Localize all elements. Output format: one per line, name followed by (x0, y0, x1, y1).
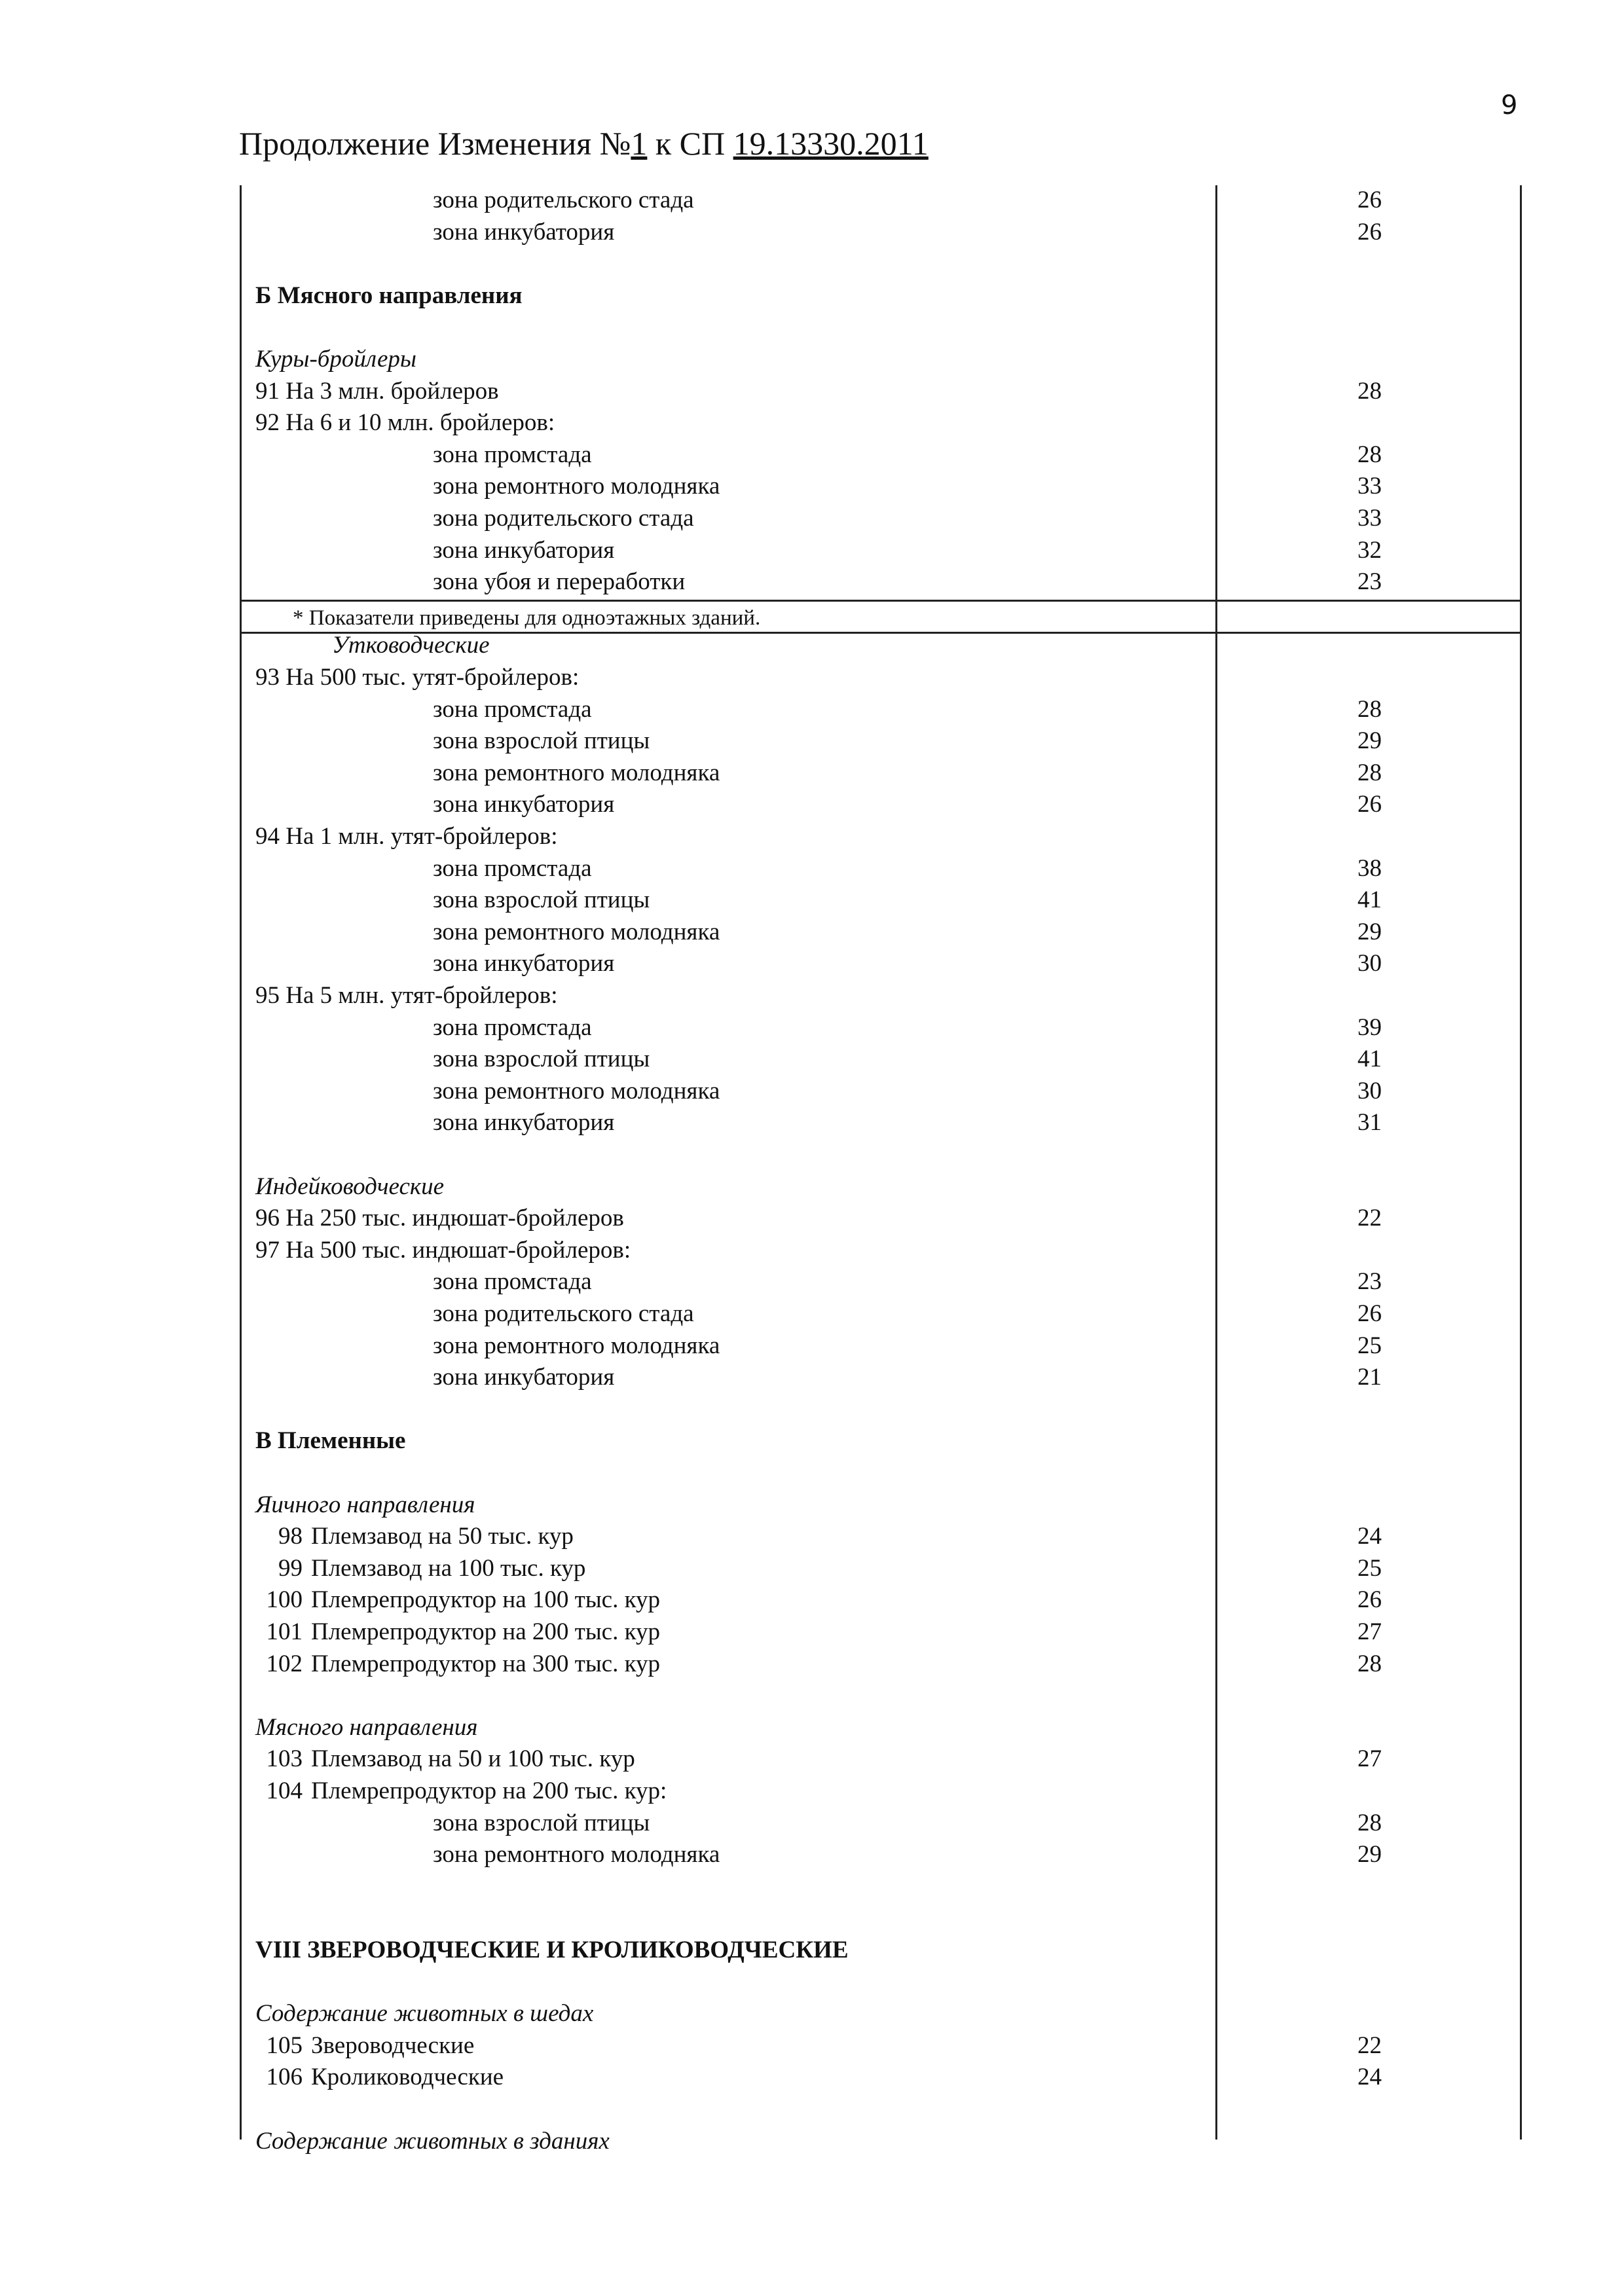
row-label: зона родительского стада (433, 187, 694, 213)
row-label: зона ремонтного молодняка (433, 1841, 720, 1868)
row-label: зона ремонтного молодняка (433, 759, 720, 786)
row-label: зона инкубатория (433, 1364, 615, 1391)
row-label: зона промстада (433, 1268, 592, 1296)
row-label: * Показатели приведены для одноэтажных зданий. (293, 606, 761, 630)
blank-row (0, 1680, 1624, 1711)
row-label: Племзавод на 50 и 100 тыс. кур (311, 1745, 635, 1773)
row-value: 28 (1357, 695, 1382, 723)
row-label: Племзавод на 50 тыс. кур (311, 1523, 574, 1550)
row-label: Индейководческие (255, 1173, 445, 1200)
row-value: 41 (1357, 1046, 1382, 1073)
table-row (0, 662, 1624, 693)
table-row (0, 407, 1624, 439)
row-value: 29 (1357, 918, 1382, 945)
row-label: зона промстада (433, 1013, 592, 1041)
row-value: 25 (1357, 1554, 1382, 1582)
blank-row (0, 1394, 1624, 1425)
table-row (0, 535, 1624, 566)
row-value: 27 (1357, 1745, 1382, 1773)
row-value: 26 (1357, 1300, 1382, 1327)
page-number: 9 (1501, 90, 1518, 120)
row-label: 93 На 500 тыс. утят-бройлеров: (255, 664, 580, 691)
row-value: 31 (1357, 1109, 1382, 1137)
table-row (0, 1776, 1624, 1807)
row-label: зона инкубатория (433, 950, 615, 977)
blank-row (0, 312, 1624, 343)
row-value: 33 (1357, 505, 1382, 532)
row-value: 23 (1357, 1268, 1382, 1296)
table-row (0, 1521, 1624, 1552)
row-label: В Племенные (255, 1427, 406, 1455)
table-row (0, 1362, 1624, 1393)
table-row (0, 344, 1624, 375)
page-header (239, 124, 929, 162)
row-label: Б Мясного направления (255, 282, 523, 309)
row-value: 28 (1357, 377, 1382, 405)
row-label: Звероводческие (311, 2032, 475, 2059)
table-row (0, 1076, 1624, 1107)
table-row (0, 2062, 1624, 2093)
table-row (0, 1553, 1624, 1584)
row-value: 27 (1357, 1618, 1382, 1645)
row-label: 92 На 6 и 10 млн. бройлеров: (255, 409, 555, 437)
table-row (0, 566, 1624, 598)
row-number: 106 (266, 2064, 303, 2091)
row-value: 23 (1357, 568, 1382, 596)
row-value: 32 (1357, 536, 1382, 564)
blank-row (0, 248, 1624, 280)
row-label: Яичного направления (255, 1491, 475, 1518)
row-label: Куры-бройлеры (255, 346, 416, 373)
row-value: 30 (1357, 950, 1382, 977)
blank-row (0, 1967, 1624, 1998)
table-row (0, 980, 1624, 1011)
row-label: зона ремонтного молодняка (433, 1077, 720, 1104)
row-value: 28 (1357, 1809, 1382, 1836)
row-label: зона взрослой птицы (433, 886, 650, 914)
header-middle: к СП (647, 125, 733, 162)
table-row (0, 2030, 1624, 2062)
row-label: зона родительского стада (433, 1300, 694, 1327)
row-number: 98 (278, 1523, 303, 1550)
table-row (0, 1298, 1624, 1330)
table-row (0, 1649, 1624, 1680)
row-label: зона взрослой птицы (433, 1046, 650, 1073)
blank-row (0, 1457, 1624, 1489)
row-label: зона ремонтного молодняка (433, 473, 720, 500)
row-number: 100 (266, 1586, 303, 1614)
row-label: зона ремонтного молодняка (433, 918, 720, 945)
row-label: Кролиководческие (311, 2064, 504, 2091)
row-label: зона родительского стада (433, 505, 694, 532)
header-change-number: 1 (631, 125, 648, 162)
row-value: 24 (1357, 2064, 1382, 2091)
row-value: 26 (1357, 218, 1382, 246)
row-value: 26 (1357, 791, 1382, 818)
table-row (0, 884, 1624, 916)
table-row (0, 1330, 1624, 1362)
row-label: Племзавод на 100 тыс. кур (311, 1554, 586, 1582)
table-row (0, 471, 1624, 502)
table-row (0, 280, 1624, 312)
row-value: 28 (1357, 1650, 1382, 1677)
table-row (0, 694, 1624, 725)
table-row (0, 1203, 1624, 1234)
table-row (0, 1107, 1624, 1139)
table-row (0, 1489, 1624, 1521)
table-row (0, 1998, 1624, 2030)
table-row (0, 1012, 1624, 1044)
table-row (0, 757, 1624, 789)
row-value: 26 (1357, 1586, 1382, 1614)
row-label: 96 На 250 тыс. индюшат-бройлеров (255, 1205, 624, 1232)
table-row (0, 789, 1624, 820)
row-number: 101 (266, 1618, 303, 1645)
row-number: 104 (266, 1777, 303, 1804)
table-row (0, 217, 1624, 248)
row-value: 25 (1357, 1332, 1382, 1359)
table-row (0, 185, 1624, 216)
row-value: 28 (1357, 759, 1382, 786)
row-value: 21 (1357, 1364, 1382, 1391)
row-label: 91 На 3 млн. бройлеров (255, 377, 499, 405)
row-label: 97 На 500 тыс. индюшат-бройлеров: (255, 1236, 631, 1264)
blank-row (0, 1871, 1624, 1903)
table-row (0, 1935, 1624, 1966)
row-value: 39 (1357, 1013, 1382, 1041)
row-label: зона инкубатория (433, 1109, 615, 1137)
row-label: Племрепродуктор на 200 тыс. кур: (311, 1777, 667, 1804)
row-label: зона взрослой птицы (433, 727, 650, 755)
row-value: 30 (1357, 1077, 1382, 1104)
row-value: 28 (1357, 441, 1382, 468)
row-label: Содержание животных в зданиях (255, 2127, 610, 2155)
row-value: 33 (1357, 473, 1382, 500)
row-value: 26 (1357, 187, 1382, 213)
table-row (0, 917, 1624, 948)
table-row (0, 1235, 1624, 1266)
row-value: 22 (1357, 2032, 1382, 2059)
table-row (0, 1425, 1624, 1457)
row-number: 99 (278, 1554, 303, 1582)
table-row (0, 1712, 1624, 1743)
table-row (0, 630, 1624, 661)
row-label: Племрепродуктор на 100 тыс. кур (311, 1586, 661, 1614)
row-number: 105 (266, 2032, 303, 2059)
row-label: зона инкубатория (433, 536, 615, 564)
row-label: зона инкубатория (433, 791, 615, 818)
table-row (0, 1266, 1624, 1298)
row-label: зона ремонтного молодняка (433, 1332, 720, 1359)
row-label: 94 На 1 млн. утят-бройлеров: (255, 823, 558, 850)
header-code: 19.13330.2011 (733, 125, 929, 162)
table-row (0, 439, 1624, 471)
table-row (0, 1808, 1624, 1839)
row-label: зона убоя и переработки (433, 568, 686, 596)
table-row (0, 1616, 1624, 1648)
row-number: 102 (266, 1650, 303, 1677)
table-row (0, 853, 1624, 884)
footnote-top-rule (240, 600, 1522, 602)
row-number: 103 (266, 1745, 303, 1773)
row-value: 24 (1357, 1523, 1382, 1550)
row-label: VIII ЗВЕРОВОДЧЕСКИЕ И КРОЛИКОВОДЧЕСКИЕ (255, 1937, 849, 1963)
row-label: Содержание животных в шедах (255, 2000, 594, 2028)
table-row (0, 821, 1624, 852)
row-label: зона промстада (433, 695, 592, 723)
table-row (0, 725, 1624, 757)
table-row (0, 1171, 1624, 1203)
row-label: зона взрослой птицы (433, 1809, 650, 1836)
row-value: 29 (1357, 727, 1382, 755)
table-row (0, 503, 1624, 534)
row-label: Племрепродуктор на 300 тыс. кур (311, 1650, 661, 1677)
table-row (0, 1743, 1624, 1775)
blank-row (0, 1903, 1624, 1934)
table-row (0, 2126, 1624, 2157)
blank-row (0, 2094, 1624, 2125)
row-label: зона промстада (433, 854, 592, 882)
table-row (0, 376, 1624, 407)
row-label: Утководческие (332, 632, 490, 659)
row-label: 95 На 5 млн. утят-бройлеров: (255, 982, 558, 1009)
table-row (0, 1044, 1624, 1075)
row-label: Племрепродуктор на 200 тыс. кур (311, 1618, 661, 1645)
blank-row (0, 1139, 1624, 1171)
header-prefix: Продолжение Изменения № (239, 125, 631, 162)
row-value: 29 (1357, 1841, 1382, 1868)
table-row (0, 1584, 1624, 1616)
row-label: зона инкубатория (433, 218, 615, 246)
row-value: 41 (1357, 886, 1382, 914)
row-label: Мясного направления (255, 1713, 478, 1741)
table-row (0, 1839, 1624, 1870)
table-row (0, 602, 1624, 634)
row-value: 22 (1357, 1205, 1382, 1232)
table-row (0, 948, 1624, 979)
row-label: зона промстада (433, 441, 592, 468)
row-value: 38 (1357, 854, 1382, 882)
